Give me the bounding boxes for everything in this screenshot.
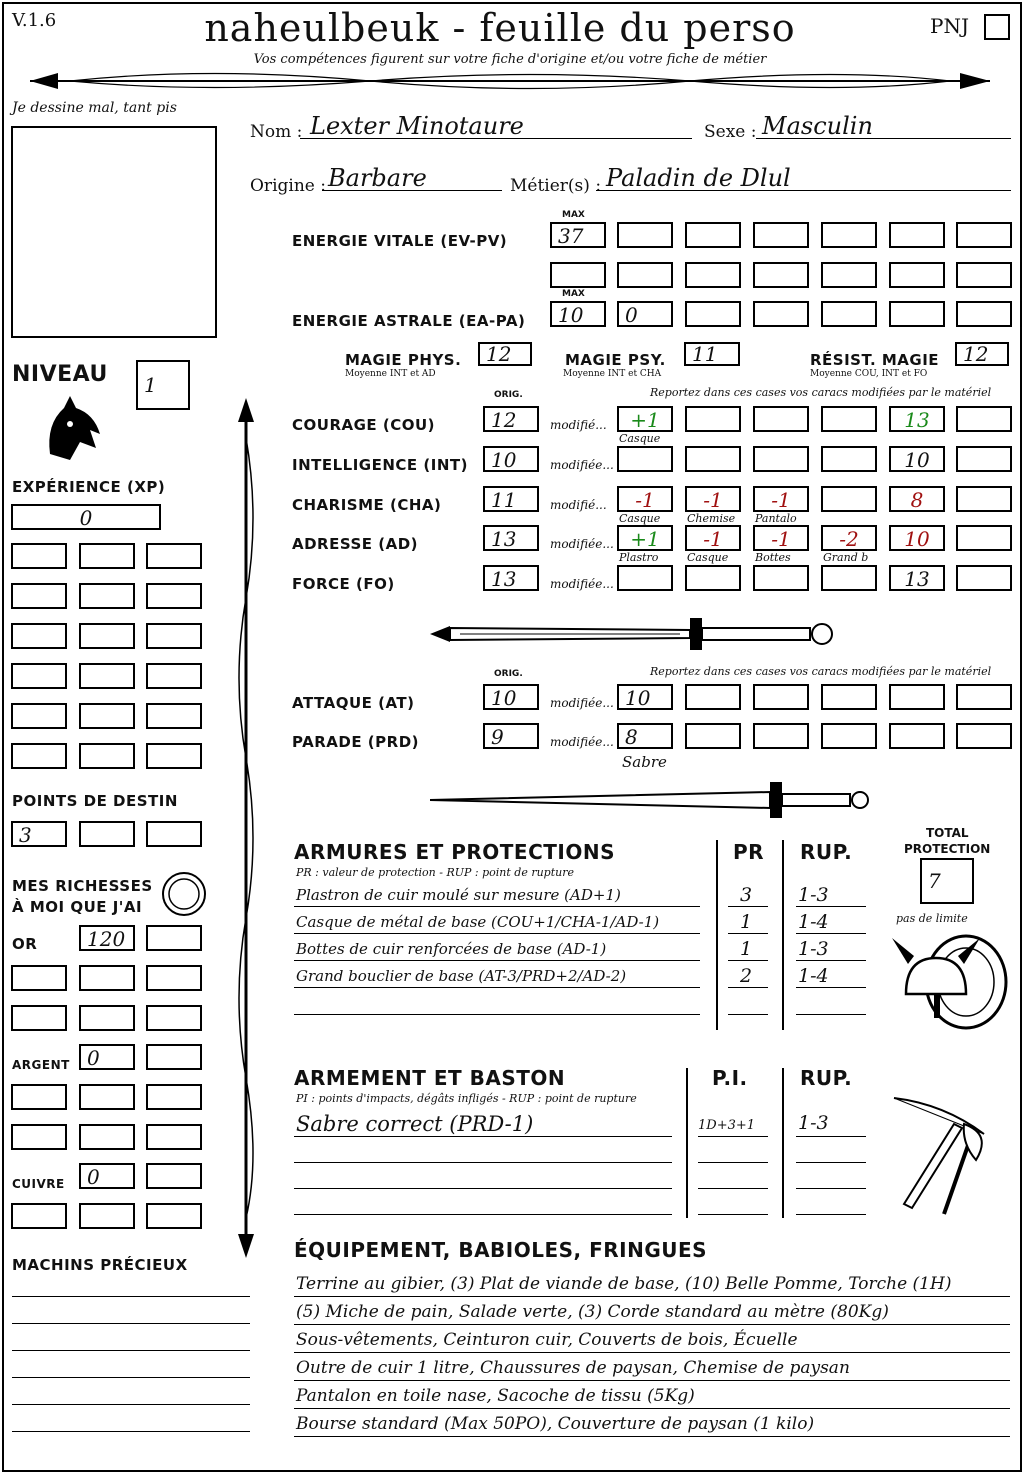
combat-orig-box[interactable]: 9	[483, 723, 539, 749]
xp-box[interactable]	[79, 663, 135, 689]
armure-pr[interactable]: 1	[740, 938, 753, 960]
pnj-label: PNJ	[930, 14, 969, 38]
destin-box[interactable]	[146, 821, 202, 847]
stat-orig-box[interactable]: 13	[483, 565, 539, 591]
stat-mod-caption: Bottes	[755, 551, 791, 564]
or-box[interactable]: 120	[79, 925, 135, 951]
armure-pr[interactable]: 1	[740, 911, 753, 933]
combat-label: ATTAQUE (AT)	[292, 694, 415, 712]
machins-label: MACHINS PRÉCIEUX	[12, 1256, 188, 1274]
metier-label: Métier(s) :	[510, 176, 602, 196]
stat-mod-caption: Plastro	[619, 551, 659, 564]
equipement-line[interactable]: (5) Miche de pain, Salade verte, (3) Corde standard au mètre (80Kg)	[296, 1302, 889, 1322]
machins-line[interactable]	[12, 1350, 250, 1351]
ev-max-box[interactable]: 37	[550, 222, 606, 248]
xp-box[interactable]	[11, 743, 67, 769]
stat-mod-box[interactable]: 10	[889, 525, 945, 551]
stat-mod-box[interactable]	[821, 406, 877, 432]
equipement-line-rule	[294, 1380, 1010, 1381]
ev-box[interactable]	[753, 222, 809, 248]
magie-psy-box[interactable]: 11	[684, 342, 740, 366]
cuivre-box[interactable]: 0	[79, 1163, 135, 1189]
armure-pr[interactable]: 3	[740, 884, 753, 906]
combat-mod-box[interactable]	[889, 723, 945, 749]
stat-mod-box[interactable]	[685, 565, 741, 591]
ea-max-box[interactable]: 10	[550, 301, 606, 327]
armement-divider	[686, 1068, 688, 1218]
ea-box[interactable]	[821, 301, 877, 327]
equipement-line-rule	[294, 1352, 1010, 1353]
equipement-title: ÉQUIPEMENT, BABIOLES, FRINGUES	[294, 1238, 708, 1262]
armures-note: PR : valeur de protection - RUP : point de rupture	[296, 866, 574, 879]
magie-phys-label: MAGIE PHYS.	[345, 351, 462, 369]
equipement-line-rule	[294, 1436, 1010, 1437]
arme-line	[294, 1188, 672, 1189]
stat-mod-box[interactable]: -1	[753, 486, 809, 512]
armement-col-rup: RUP.	[800, 1066, 853, 1090]
ev-box[interactable]	[685, 262, 741, 288]
xp-box[interactable]	[11, 583, 67, 609]
machins-line[interactable]	[12, 1323, 250, 1324]
arme-rup-line	[796, 1188, 866, 1189]
stat-mod-box[interactable]: 13	[889, 565, 945, 591]
destin-label: POINTS DE DESTIN	[12, 792, 178, 810]
ev-box[interactable]	[821, 222, 877, 248]
ev-box[interactable]	[956, 262, 1012, 288]
destin-box[interactable]: 3	[11, 821, 67, 847]
armure-pr-line	[728, 1014, 768, 1015]
stat-mod-box[interactable]	[821, 565, 877, 591]
stat-mod-box[interactable]: +1	[617, 525, 673, 551]
magie-phys-box[interactable]: 12	[478, 342, 532, 366]
stat-label: COURAGE (COU)	[292, 416, 436, 434]
equipement-line[interactable]: Pantalon en toile nase, Sacoche de tissu (5Kg)	[296, 1386, 695, 1406]
arme-rup-line	[796, 1214, 866, 1215]
origine-label: Origine :	[250, 176, 326, 196]
xp-box[interactable]	[11, 543, 67, 569]
stat-orig-box[interactable]: 12	[483, 406, 539, 432]
coin-icon	[160, 870, 208, 918]
cuivre-box[interactable]	[146, 1163, 202, 1189]
xp-box[interactable]	[146, 663, 202, 689]
stat-mod-caption: Casque	[687, 551, 729, 564]
ev-box[interactable]	[889, 222, 945, 248]
sword-illustration-2	[430, 778, 870, 822]
niveau-label: NIVEAU	[12, 362, 108, 387]
ev-label: ENERGIE VITALE (EV-PV)	[292, 232, 508, 250]
equipement-line[interactable]: Sous-vêtements, Ceinturon cuir, Couverts de bois, Écuelle	[296, 1330, 798, 1350]
arme-line	[294, 1162, 672, 1163]
armure-pr-line	[728, 933, 768, 934]
combat-mod-box[interactable]: 8	[617, 723, 673, 749]
stat-mod-box[interactable]	[685, 406, 741, 432]
armures-divider	[716, 840, 718, 1030]
money-box[interactable]	[146, 965, 202, 991]
money-box[interactable]	[11, 1203, 67, 1229]
combat-caption: Sabre	[622, 753, 667, 771]
nom-value[interactable]: Lexter Minotaure	[310, 112, 524, 140]
armure-pr-line	[728, 987, 768, 988]
stat-mod-box[interactable]	[753, 565, 809, 591]
sheet-subtitle: Vos compétences figurent sur votre fiche d'origine et/ou votre fiche de métier	[253, 52, 767, 67]
stat-mod-box[interactable]: +1	[617, 406, 673, 432]
report-note-combat: Reportez dans ces cases vos caracs modifiées par le matériel	[650, 665, 992, 678]
stat-label: FORCE (FO)	[292, 575, 395, 593]
dragon-icon	[40, 394, 106, 464]
ev-box[interactable]	[821, 262, 877, 288]
combat-mod-box[interactable]	[956, 684, 1012, 710]
money-box[interactable]	[79, 965, 135, 991]
stat-modif-label: modifié...	[550, 418, 607, 432]
combat-modif-label: modifiée...	[550, 696, 614, 710]
stat-mod-box[interactable]: 8	[889, 486, 945, 512]
equipement-line-rule	[294, 1408, 1010, 1409]
ea-box[interactable]	[753, 301, 809, 327]
ea-box[interactable]	[889, 301, 945, 327]
xp-box[interactable]	[146, 703, 202, 729]
armure-line	[294, 906, 700, 907]
stat-label: ADRESSE (AD)	[292, 535, 419, 553]
armure-rup-line	[796, 906, 866, 907]
ev-box[interactable]	[753, 262, 809, 288]
resist-magie-note: Moyenne COU, INT et FO	[810, 369, 928, 379]
or-box[interactable]	[146, 925, 202, 951]
money-box[interactable]	[11, 965, 67, 991]
money-box[interactable]	[146, 1124, 202, 1150]
equipement-line[interactable]: Terrine au gibier, (3) Plat de viande de base, (10) Belle Pomme, Torche (1H)	[296, 1274, 952, 1294]
ev-box[interactable]	[685, 222, 741, 248]
stat-mod-caption: Casque	[619, 432, 661, 445]
report-note: Reportez dans ces cases vos caracs modifiées par le matériel	[650, 386, 992, 399]
resist-magie-box[interactable]: 12	[955, 342, 1009, 366]
stat-mod-caption: Grand b	[823, 551, 869, 564]
armure-name[interactable]: Casque de métal de base (COU+1/CHA-1/AD-1)	[296, 913, 660, 931]
combat-mod-box[interactable]	[685, 723, 741, 749]
ev-box[interactable]	[617, 222, 673, 248]
arme-pi-line	[698, 1162, 768, 1163]
portrait-box[interactable]	[11, 126, 217, 338]
niveau-box[interactable]: 1	[136, 360, 190, 410]
armure-rup[interactable]: 1-4	[798, 911, 829, 933]
stat-mod-box[interactable]: 10	[889, 446, 945, 472]
destin-box[interactable]	[79, 821, 135, 847]
total-protection-box[interactable]: 7	[920, 858, 974, 904]
armure-rup[interactable]: 1-3	[798, 884, 829, 906]
armure-name[interactable]: Bottes de cuir renforcées de base (AD-1)	[296, 940, 607, 958]
stat-mod-box[interactable]	[956, 486, 1012, 512]
armures-divider	[782, 840, 784, 1030]
armures-col-rup: RUP.	[800, 840, 853, 864]
xp-box[interactable]	[146, 623, 202, 649]
combat-mod-box[interactable]	[753, 723, 809, 749]
stat-modif-label: modifiée...	[550, 577, 614, 591]
armure-rup[interactable]: 1-4	[798, 965, 829, 987]
orig-label-combat: ORIG.	[494, 669, 523, 679]
armement-title: ARMEMENT ET BASTON	[294, 1066, 566, 1090]
stat-mod-box[interactable]	[821, 486, 877, 512]
combat-modif-label: modifiée...	[550, 735, 614, 749]
machins-line[interactable]	[12, 1377, 250, 1378]
stat-mod-box[interactable]: -1	[617, 486, 673, 512]
helmet-shield-icon	[886, 924, 1010, 1034]
ea-box[interactable]	[956, 301, 1012, 327]
stat-modif-label: modifiée...	[550, 458, 614, 472]
arme-pi[interactable]: 1D+3+1	[698, 1118, 756, 1133]
stat-mod-caption: Pantalo	[755, 512, 797, 525]
arme-pi-line	[698, 1214, 768, 1215]
origine-value[interactable]: Barbare	[328, 164, 427, 192]
combat-mod-box[interactable]	[956, 723, 1012, 749]
stat-label: INTELLIGENCE (INT)	[292, 456, 468, 474]
stat-mod-box[interactable]	[617, 565, 673, 591]
money-box[interactable]	[79, 1203, 135, 1229]
arme-rup-line	[796, 1136, 866, 1137]
armure-line	[294, 960, 700, 961]
stat-modif-label: modifié...	[550, 498, 607, 512]
sexe-label: Sexe :	[704, 122, 757, 142]
armure-pr[interactable]: 2	[740, 965, 753, 987]
or-label: OR	[12, 935, 38, 953]
stat-mod-box[interactable]	[956, 406, 1012, 432]
nom-label: Nom :	[250, 122, 303, 142]
money-box[interactable]	[146, 1084, 202, 1110]
equipement-line[interactable]: Outre de cuir 1 litre, Chaussures de paysan, Chemise de paysan	[296, 1358, 850, 1378]
stat-orig-box[interactable]: 10	[483, 446, 539, 472]
magie-phys-note: Moyenne INT et AD	[345, 369, 436, 379]
ev-box[interactable]	[617, 262, 673, 288]
stat-mod-box[interactable]: -1	[685, 486, 741, 512]
ea-current-box[interactable]: 0	[617, 301, 673, 327]
combat-mod-box[interactable]	[889, 684, 945, 710]
spear-vertical	[226, 398, 266, 1258]
stat-orig-box[interactable]: 11	[483, 486, 539, 512]
arme-pi-line	[698, 1188, 768, 1189]
stat-label: CHARISME (CHA)	[292, 496, 442, 514]
combat-label: PARADE (PRD)	[292, 733, 420, 751]
machins-line[interactable]	[12, 1431, 250, 1432]
money-box[interactable]	[11, 1084, 67, 1110]
orig-label: ORIG.	[494, 390, 523, 400]
arme-name[interactable]: Sabre correct (PRD-1)	[296, 1112, 534, 1136]
xp-box[interactable]	[79, 583, 135, 609]
stat-mod-box[interactable]	[617, 446, 673, 472]
armure-pr-line	[728, 906, 768, 907]
version-label: V.1.6	[12, 10, 57, 31]
armement-divider	[782, 1068, 784, 1218]
money-box[interactable]	[146, 1203, 202, 1229]
richesses-label-2: À MOI QUE J'AI	[12, 898, 143, 916]
stat-mod-box[interactable]	[685, 446, 741, 472]
armure-name[interactable]: Plastron de cuir moulé sur mesure (AD+1)	[296, 886, 621, 904]
arme-pi-line	[698, 1136, 768, 1137]
no-limit-note: pas de limite	[896, 912, 968, 925]
ev-max-label: MAX	[562, 210, 585, 220]
money-box[interactable]	[146, 1005, 202, 1031]
xp-box[interactable]	[11, 623, 67, 649]
armure-rup[interactable]: 1-3	[798, 938, 829, 960]
money-box[interactable]	[79, 1084, 135, 1110]
armure-rup-line	[796, 960, 866, 961]
xp-box[interactable]	[146, 583, 202, 609]
xp-box[interactable]	[79, 623, 135, 649]
armure-pr-line	[728, 960, 768, 961]
xp-box[interactable]	[79, 703, 135, 729]
stat-mod-box[interactable]	[956, 525, 1012, 551]
money-box[interactable]	[11, 1005, 67, 1031]
money-box[interactable]	[79, 1124, 135, 1150]
xp-box[interactable]	[11, 663, 67, 689]
resist-magie-label: RÉSIST. MAGIE	[810, 351, 940, 369]
combat-mod-box[interactable]	[821, 684, 877, 710]
machins-line[interactable]	[12, 1296, 250, 1297]
cuivre-label: CUIVRE	[12, 1177, 65, 1191]
stat-mod-box[interactable]: -2	[821, 525, 877, 551]
armement-note: PI : points d'impacts, dégâts infligés - RUP : point de rupture	[296, 1092, 637, 1105]
xp-box[interactable]	[79, 543, 135, 569]
stat-mod-caption: Casque	[619, 512, 661, 525]
machins-line[interactable]	[12, 1404, 250, 1405]
magie-psy-label: MAGIE PSY.	[565, 351, 666, 369]
pnj-checkbox[interactable]	[984, 14, 1010, 40]
stat-mod-box[interactable]: -1	[685, 525, 741, 551]
combat-mod-box[interactable]	[821, 723, 877, 749]
stat-mod-box[interactable]	[956, 446, 1012, 472]
ea-max-label: MAX	[562, 289, 585, 299]
arme-rup[interactable]: 1-3	[798, 1112, 829, 1134]
xp-box[interactable]	[146, 743, 202, 769]
ev-box[interactable]	[550, 262, 606, 288]
ea-box[interactable]	[685, 301, 741, 327]
sword-illustration	[430, 612, 870, 656]
combat-mod-box[interactable]	[685, 684, 741, 710]
xp-box[interactable]	[79, 743, 135, 769]
argent-label: ARGENT	[12, 1058, 70, 1072]
spear-divider-top	[10, 64, 1010, 98]
xp-box[interactable]	[11, 703, 67, 729]
armure-rup-line	[796, 1014, 866, 1015]
xp-label: EXPÉRIENCE (XP)	[12, 478, 166, 496]
arme-line	[294, 1214, 672, 1215]
sheet-title: naheulbeuk - feuille du perso	[204, 6, 796, 50]
armure-line	[294, 933, 700, 934]
stat-mod-box[interactable]: -1	[753, 525, 809, 551]
combat-orig-box[interactable]: 10	[483, 684, 539, 710]
stat-modif-label: modifiée...	[550, 537, 614, 551]
metier-value[interactable]: Paladin de Dlul	[606, 164, 791, 192]
xp-box[interactable]: 0	[11, 504, 161, 530]
money-box[interactable]	[11, 1124, 67, 1150]
armement-col-pi: P.I.	[712, 1066, 748, 1090]
argent-box[interactable]	[146, 1044, 202, 1070]
stat-mod-box[interactable]: 13	[889, 406, 945, 432]
armure-rup-line	[796, 933, 866, 934]
arme-line	[294, 1136, 672, 1137]
arme-rup-line	[796, 1162, 866, 1163]
weapons-icon	[884, 1094, 1004, 1218]
argent-box[interactable]: 0	[79, 1044, 135, 1070]
stat-mod-box[interactable]	[821, 446, 877, 472]
sexe-value[interactable]: Masculin	[762, 112, 873, 140]
money-box[interactable]	[79, 1005, 135, 1031]
stat-mod-box[interactable]	[753, 446, 809, 472]
richesses-label: MES RICHESSES	[12, 877, 153, 895]
portrait-caption: Je dessine mal, tant pis	[12, 100, 177, 116]
armures-title: ARMURES ET PROTECTIONS	[294, 840, 615, 864]
stat-mod-box[interactable]	[956, 565, 1012, 591]
equipement-line[interactable]: Bourse standard (Max 50PO), Couverture de paysan (1 kilo)	[296, 1414, 815, 1434]
combat-mod-box[interactable]: 10	[617, 684, 673, 710]
armures-col-pr: PR	[733, 840, 765, 864]
stat-mod-caption: Chemise	[687, 512, 736, 525]
armure-line	[294, 987, 700, 988]
equipement-line-rule	[294, 1324, 1010, 1325]
magie-psy-note: Moyenne INT et CHA	[563, 369, 662, 379]
ev-box[interactable]	[956, 222, 1012, 248]
equipement-line-rule	[294, 1296, 1010, 1297]
total-label: TOTAL	[926, 826, 969, 840]
ea-label: ENERGIE ASTRALE (EA-PA)	[292, 312, 526, 330]
armure-rup-line	[796, 987, 866, 988]
xp-box[interactable]	[146, 543, 202, 569]
combat-mod-box[interactable]	[753, 684, 809, 710]
armure-line	[294, 1014, 700, 1015]
ev-box[interactable]	[889, 262, 945, 288]
stat-orig-box[interactable]: 13	[483, 525, 539, 551]
stat-mod-box[interactable]	[753, 406, 809, 432]
armure-name[interactable]: Grand bouclier de base (AT-3/PRD+2/AD-2)	[296, 967, 627, 985]
total-label-2: PROTECTION	[904, 842, 991, 856]
